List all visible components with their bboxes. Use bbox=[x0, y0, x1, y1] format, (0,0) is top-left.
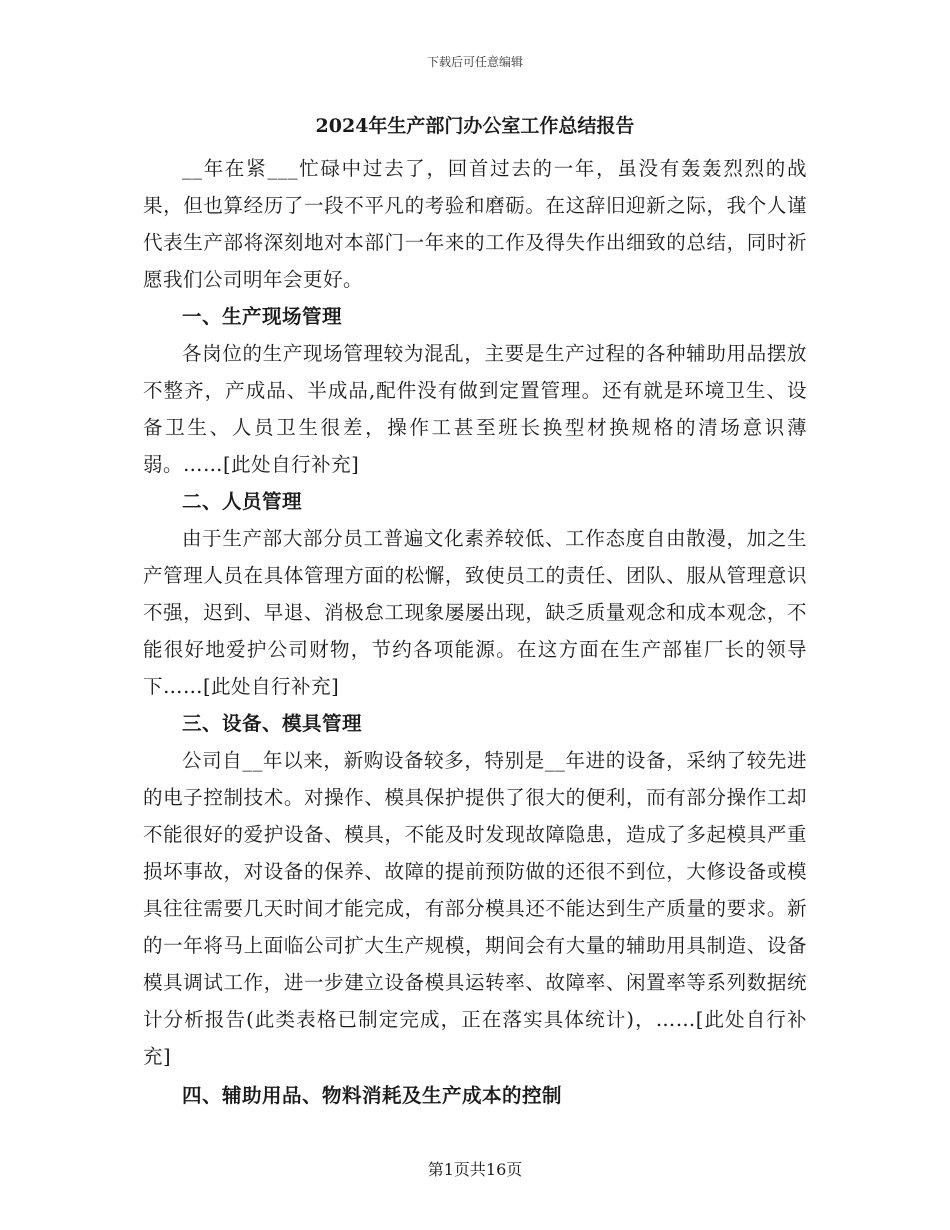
section-heading: 一、生产现场管理 bbox=[182, 305, 343, 328]
section-3 bbox=[143, 705, 807, 1075]
section-2 bbox=[143, 483, 807, 705]
section-paragraph: 各岗位的生产现场管理较为混乱，主要是生产过程的各种辅助用品摆放不整齐，产成品、半成品,配件没有做到定置管理。还有就是环境卫生、设备卫生、人员卫生很差，操作工甚至班长换型材换规格的清场意识薄弱。……[此处自行补充] bbox=[143, 342, 807, 476]
section-heading: 三、设备、模具管理 bbox=[182, 712, 363, 735]
document-title: 2024年生产部门办公室工作总结报告 bbox=[315, 115, 635, 137]
section-heading: 四、辅助用品、物料消耗及生产成本的控制 bbox=[182, 1084, 563, 1107]
page-number-footer: 第1页共16页 bbox=[427, 1160, 523, 1179]
section-paragraph: 由于生产部大部分员工普遍文化素养较低、工作态度自由散漫，加之生产管理人员在具体管理方面的松懈，致使员工的责任、团队、服从管理意识不强，迟到、早退、消极怠工现象屡屡出现，缺乏质量观念和成本观念，不能很好地爱护公司财物，节约各项能源。在这方面在生产部崔厂长的领导下……[此处自行补充] bbox=[143, 527, 807, 698]
section-paragraph: 公司自__年以来，新购设备较多，特别是__年进的设备，采纳了较先进的电子控制技术。对操作、模具保护提供了很大的便利，而有部分操作工却不能很好的爱护设备、模具，不能及时发现故障隐患，造成了多起模具严重损坏事故，对设备的保养、故障的提前预防做的还很不到位，大修设备或模具往往需要几天时间才能完成，有部分模具还不能达到生产质量的要求。新的一年将马上面临公司扩大生产规模，期间会有大量的辅助用具制造、设备模具调试工作，进一步建立设备模具运转率、故障率、闲置率等系列数据统计分析报告(此类表格已制定完成，正在落实具体统计)，……[此处自行补充] bbox=[143, 749, 807, 1068]
header-note: 下载后可任意编辑 bbox=[426, 55, 523, 69]
document-body bbox=[143, 108, 807, 1114]
section-4 bbox=[143, 1077, 807, 1114]
intro-paragraph: __年在紧___忙碌中过去了，回首过去的一年，虽没有轰轰烈烈的战果，但也算经历了一段不平凡的考验和磨砺。在这辞旧迎新之际，我个人谨代表生产部将深刻地对本部门一年来的工作及得失作出细致的总结，同时祈愿我们公司明年会更好。 bbox=[143, 157, 807, 291]
section-1 bbox=[143, 298, 807, 483]
section-heading: 二、人员管理 bbox=[182, 490, 303, 513]
